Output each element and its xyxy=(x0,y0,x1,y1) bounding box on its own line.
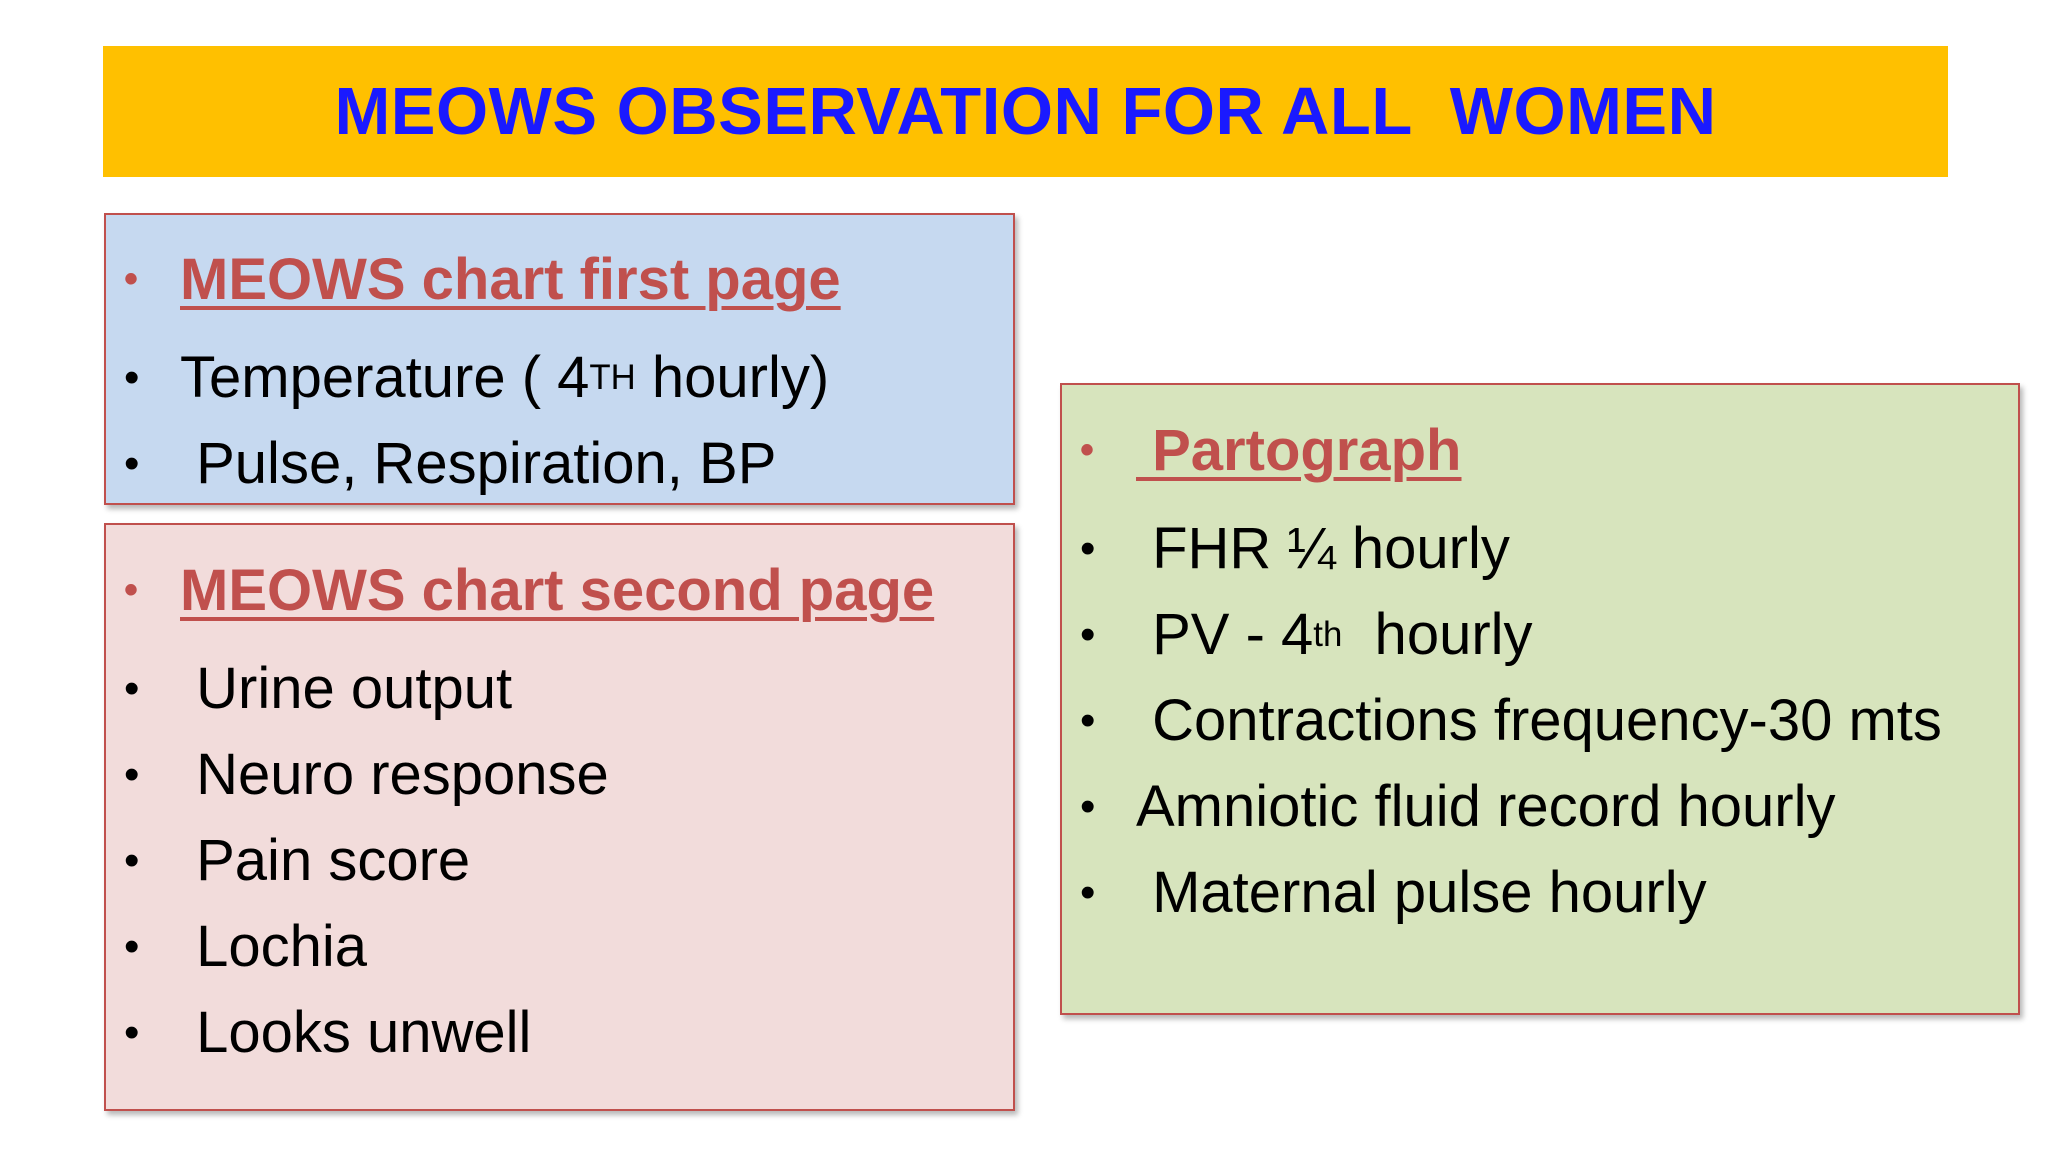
bullet: • xyxy=(1080,867,1096,917)
bullet: • xyxy=(1080,523,1096,573)
bullet: • xyxy=(124,1007,140,1057)
bullet: • xyxy=(124,568,139,612)
first-page-box xyxy=(104,213,1015,505)
list-item xyxy=(1062,773,1836,840)
item-text-after: hourly xyxy=(1342,602,1533,667)
item-text: Amniotic fluid record hourly xyxy=(1136,774,1836,839)
bullet: • xyxy=(1080,781,1096,831)
bullet: • xyxy=(124,749,140,799)
partograph-heading xyxy=(1062,417,1462,484)
bullet: • xyxy=(124,921,140,971)
bullet: • xyxy=(1080,695,1096,745)
heading-text: MEOWS chart first page xyxy=(180,247,841,312)
list-item xyxy=(1062,859,1707,926)
bullet: • xyxy=(1080,428,1095,472)
item-text: Temperature ( 4 xyxy=(180,345,590,410)
list-item xyxy=(1062,687,1942,754)
item-text: Looks unwell xyxy=(180,1000,532,1065)
list-item xyxy=(106,913,367,980)
list-item xyxy=(106,741,609,808)
list-item: • Temperature ( 4 TH hourly) xyxy=(106,344,829,411)
item-text: Urine output xyxy=(180,656,513,721)
item-text: Lochia xyxy=(180,914,368,979)
list-item xyxy=(106,655,512,722)
item-text: Maternal pulse hourly xyxy=(1136,860,1707,925)
list-item: • PV - 4 th hourly xyxy=(1062,601,1533,668)
second-page-heading xyxy=(106,557,934,624)
item-text: Contractions frequency-30 mts xyxy=(1136,688,1942,753)
title-banner xyxy=(103,46,1948,177)
heading-text: MEOWS chart second page xyxy=(180,558,935,623)
bullet: • xyxy=(124,438,140,488)
bullet: • xyxy=(124,352,140,402)
list-item xyxy=(1062,515,1510,582)
slide-title: MEOWS OBSERVATION FOR ALL WOMEN xyxy=(334,74,1717,149)
item-text: Neuro response xyxy=(180,742,609,807)
partograph-box xyxy=(1060,383,2020,1015)
second-page-box xyxy=(104,523,1015,1111)
list-item xyxy=(106,430,776,497)
item-text-after: hourly) xyxy=(635,345,830,410)
item-text: Pulse, Respiration, BP xyxy=(180,431,777,496)
first-page-heading xyxy=(106,246,841,313)
bullet: • xyxy=(1080,609,1096,659)
item-text: FHR ¼ hourly xyxy=(1136,516,1510,581)
bullet: • xyxy=(124,835,140,885)
bullet: • xyxy=(124,663,140,713)
item-text: Pain score xyxy=(180,828,471,893)
bullet: • xyxy=(124,257,139,301)
list-item xyxy=(106,999,531,1066)
item-text: PV - 4 xyxy=(1136,602,1314,667)
heading-text: Partograph xyxy=(1136,418,1462,483)
list-item xyxy=(106,827,470,894)
